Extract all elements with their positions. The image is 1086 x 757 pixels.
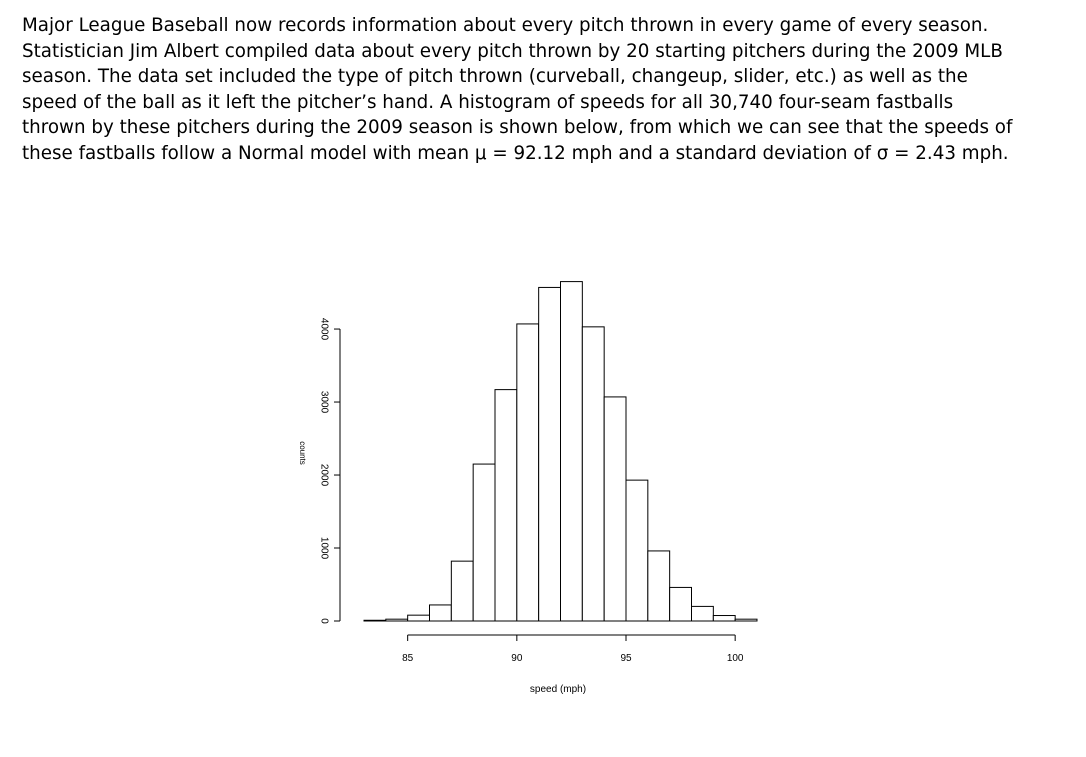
histogram-bar bbox=[735, 619, 757, 621]
histogram-bar bbox=[539, 287, 561, 621]
y-axis bbox=[318, 318, 340, 624]
x-tick-label: 100 bbox=[726, 653, 744, 664]
histogram-bar bbox=[495, 390, 517, 621]
histogram-bar bbox=[517, 324, 539, 621]
histogram-bar bbox=[408, 615, 430, 621]
histogram-bar bbox=[451, 561, 473, 621]
histogram-bar bbox=[386, 619, 408, 621]
histogram-bar bbox=[692, 606, 714, 621]
x-tick-label: 95 bbox=[620, 653, 632, 664]
paragraph-line: thrown by these pitchers during the 2009 season is shown below, from which we can see that the speeds of bbox=[22, 117, 1013, 138]
y-axis-label: counts bbox=[298, 441, 307, 465]
histogram-bar bbox=[561, 282, 583, 621]
histogram-bar bbox=[604, 397, 626, 621]
histogram-bar bbox=[626, 480, 648, 621]
speed-histogram bbox=[280, 255, 780, 705]
y-tick-label: 1000 bbox=[318, 536, 330, 560]
histogram-bar bbox=[648, 551, 670, 621]
x-axis bbox=[402, 635, 744, 664]
histogram-bar bbox=[582, 327, 604, 621]
histogram-bar bbox=[364, 620, 386, 621]
y-tick-label: 4000 bbox=[318, 317, 330, 341]
x-tick-label: 90 bbox=[511, 653, 523, 664]
y-tick-label: 3000 bbox=[318, 390, 330, 414]
paragraph-line: Major League Baseball now records information about every pitch thrown in every game of every season. bbox=[22, 15, 989, 36]
y-tick-label: 2000 bbox=[318, 463, 330, 487]
paragraph-line: season. The data set included the type of pitch thrown (curveball, changeup, slider, etc.) as well as the bbox=[22, 66, 968, 87]
y-tick-label: 0 bbox=[318, 618, 330, 624]
histogram-bar bbox=[430, 605, 452, 621]
x-tick-label: 85 bbox=[402, 653, 414, 664]
problem-paragraph bbox=[22, 13, 1072, 166]
histogram-bars bbox=[364, 282, 757, 621]
paragraph-line: Statistician Jim Albert compiled data about every pitch thrown by 20 starting pitchers during the 2009 MLB bbox=[22, 40, 1003, 62]
paragraph-line: these fastballs follow a Normal model with mean μ = 92.12 mph and a standard deviation of σ = 2.43 mph. bbox=[22, 142, 1009, 164]
paragraph-line: speed of the ball as it left the pitcher’s hand. A histogram of speeds for all 30,740 four-seam fastballs bbox=[22, 91, 954, 113]
histogram-bar bbox=[670, 587, 692, 621]
histogram-bar bbox=[713, 616, 735, 621]
histogram-bar bbox=[473, 464, 495, 621]
x-axis-label: speed (mph) bbox=[529, 684, 587, 695]
